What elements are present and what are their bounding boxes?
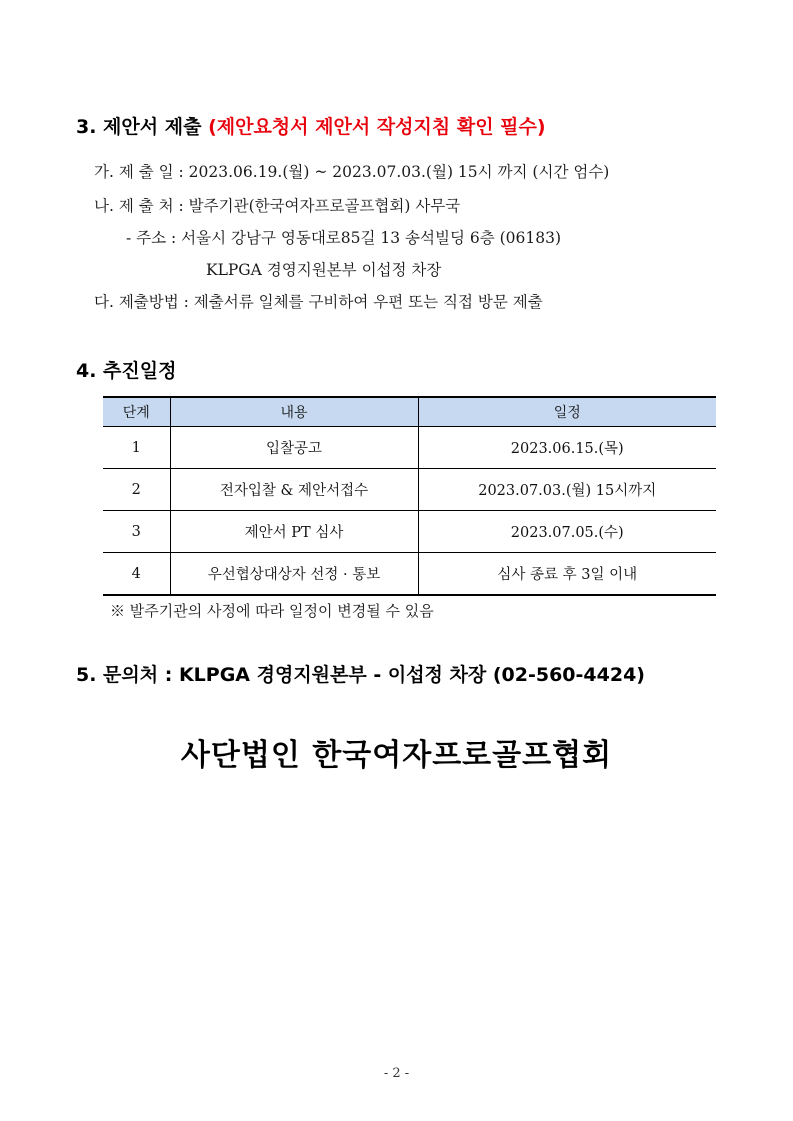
- cell-step: 4: [103, 553, 170, 596]
- contact-person-line: KLPGA 경영지원본부 이섭정 차장: [206, 261, 442, 279]
- page-number: - 2 -: [383, 1066, 410, 1081]
- cell-content: 제안서 PT 심사: [170, 511, 418, 553]
- cell-content: 전자입찰 & 제안서접수: [170, 469, 418, 511]
- submission-place-line: 나. 제 출 처 : 발주기관(한국여자프로골프협회) 사무국: [94, 197, 461, 215]
- table-row: [103, 427, 716, 469]
- cell-step: 2: [103, 469, 170, 511]
- cell-content: 우선협상대상자 선정 · 통보: [170, 553, 418, 596]
- schedule-table: [103, 396, 716, 596]
- section-3-note: (제안요청서 제안서 작성지침 확인 필수): [208, 116, 546, 138]
- cell-schedule: 심사 종료 후 3일 이내: [418, 553, 716, 596]
- table-row: [103, 553, 716, 596]
- section-3-title: 3. 제안서 제출: [76, 116, 209, 138]
- section-3-heading: [76, 112, 546, 139]
- header-step: 단계: [103, 397, 170, 427]
- cell-schedule: 2023.07.03.(월) 15시까지: [418, 469, 716, 511]
- header-schedule: 일정: [418, 397, 716, 427]
- schedule-note: ※ 발주기관의 사정에 따라 일정이 변경될 수 있음: [110, 602, 434, 620]
- section-4-heading: 4. 추진일정: [76, 360, 177, 382]
- submission-method-line: 다. 제출방법 : 제출서류 일체를 구비하여 우편 또는 직접 방문 제출: [94, 293, 543, 311]
- header-content: 내용: [170, 397, 418, 427]
- address-line: - 주소 : 서울시 강남구 영동대로85길 13 송석빌딩 6층 (06183): [126, 229, 562, 247]
- table-header-row: [103, 397, 716, 427]
- cell-schedule: 2023.06.15.(목): [418, 427, 716, 469]
- cell-step: 1: [103, 427, 170, 469]
- table-row: [103, 511, 716, 553]
- table-row: [103, 469, 716, 511]
- section-5-heading: 5. 문의처 : KLPGA 경영지원본부 - 이섭정 차장 (02-560-4424): [76, 664, 645, 686]
- organization-name: 사단법인 한국여자프로골프협회: [180, 738, 613, 773]
- submission-date-line: 가. 제 출 일 : 2023.06.19.(월) ~ 2023.07.03.(월) 15시 까지 (시간 엄수): [94, 163, 610, 181]
- cell-schedule: 2023.07.05.(수): [418, 511, 716, 553]
- cell-step: 3: [103, 511, 170, 553]
- cell-content: 입찰공고: [170, 427, 418, 469]
